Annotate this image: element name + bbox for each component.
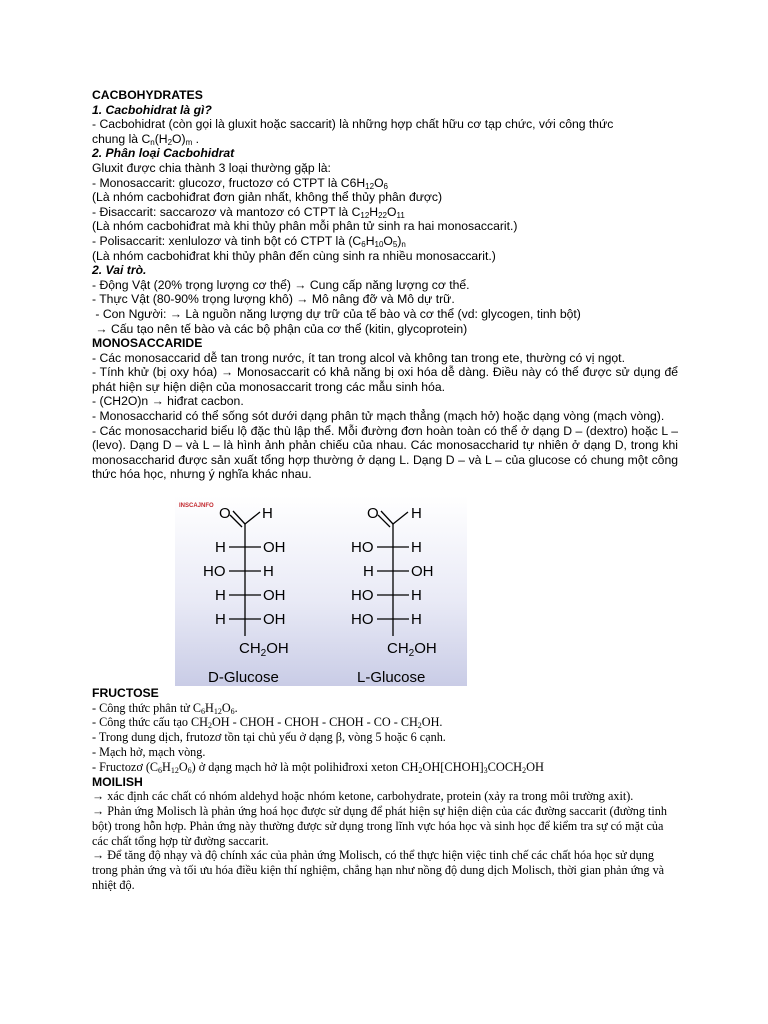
role-item: - Thực Vật (80-90% trọng lượng khô) → Mô nâng đỡ và Mô dự trữ.: [92, 292, 455, 307]
monosaccarit-note: (Là nhóm cacbohiđrat đơn giản nhất, không thể thủy phân được): [92, 190, 443, 205]
fructose-section: [92, 701, 678, 775]
general-formula-line: chung là $C_n(H_2O)_m$ .: [92, 131, 200, 147]
d-glucose-structure: [203, 505, 289, 686]
d-row1-left: H: [215, 539, 226, 557]
l-row1-right: H: [411, 539, 422, 557]
fructose-line: - Mạch hở, mạch vòng.: [92, 745, 206, 760]
fructose-line: - Fructozơ $(C_6H_{12}O_6)$ ở dạng mạch hở là một polihiđroxi xeton $CH_2OH[CHOH]_3COCH_2OH$: [92, 759, 545, 775]
d-row2-right: H: [263, 563, 274, 581]
classification-intro: Gluxit được chia thành 3 loại thường gặp là:: [92, 160, 331, 175]
moilish-paragraph: → Phản ứng Molisch là phản ứng hoá học được sử dụng để phát hiện sự hiện diện của các đường saccarit (đường tinh bột) trong hỗn hợp. Phản ứng này thường được sử dụng trong lĩnh vực hóa học và sinh học để kiểm tra sự có mặt của các chất tổng hợp từ đường saccarit.: [92, 804, 667, 848]
role-item: - Động Vật (20% trọng lượng cơ thể) → Cung cấp năng lượng cơ thể.: [92, 277, 470, 292]
monosaccharide-heading: MONOSACCARIDE: [92, 336, 203, 351]
d-carbonyl-o: O: [219, 505, 231, 523]
l-row3-left: HO: [351, 587, 374, 605]
fructose-line: - Công thức cấu tạo $CH_2OH$ - CHOH - CHOH - CHOH - CO - $CH_2OH$.: [92, 715, 443, 731]
section-heading-classification: 2. Phân loại Cacbohidrat: [92, 146, 235, 161]
role-item: - Con Người: → Là nguồn năng lượng dự trữ của tế bào và cơ thể (vd: glycogen, tinh bột): [92, 306, 581, 321]
l-aldehyde-h: H: [411, 505, 422, 523]
moilish-paragraph: → xác định các chất có nhóm aldehyd hoặc nhóm ketone, carbohydrate, protein (xảy ra trong môi trường axit).: [92, 789, 634, 804]
l-row2-right: OH: [411, 563, 434, 581]
l-row1-left: HO: [351, 539, 374, 557]
l-row4-left: HO: [351, 611, 374, 629]
d-ch2oh: $CH_2OH$: [239, 640, 289, 660]
l-row3-right: H: [411, 587, 422, 605]
fructose-line: - Trong dung dịch, frutozơ tồn tại chủ yếu ở dạng β, vòng 5 hoặc 6 cạnh.: [92, 730, 446, 745]
d-row4-left: H: [215, 611, 226, 629]
d-row1-right: OH: [263, 539, 286, 557]
l-row4-right: H: [411, 611, 422, 629]
disaccarit-line: - Đisaccarit: saccarozơ và mantozơ có CTPT là $C_{12}H_{22}O_{11}$: [92, 204, 405, 220]
l-ch2oh: $CH_2OH$: [387, 640, 437, 660]
d-glucose-label: D-Glucose: [208, 669, 279, 687]
disaccarit-note: (Là nhóm cacbohiđrat mà khi thủy phân mỗi phân tử sinh ra hai monosaccarit.): [92, 219, 518, 234]
l-glucose-structure: [351, 505, 437, 686]
monosaccharide-paragraph: - Monosaccharid có thể sống sót dưới dạng phân tử mạch thẳng (mạch hở) hoặc dạng vòng (mạch vòng).: [92, 409, 665, 424]
document-title: CACBOHYDRATES: [92, 88, 203, 102]
d-row3-right: OH: [263, 587, 286, 605]
d-aldehyde-h: H: [262, 505, 273, 523]
role-item: → Cấu tạo nên tế bào và các bộ phận của cơ thể (kitin, glycoprotein): [92, 321, 468, 336]
section-heading-what-is: 1. Cacbohidrat là gì?: [92, 102, 212, 117]
moilish-paragraph: → Để tăng độ nhạy và độ chính xác của phản ứng Molisch, có thể thực hiện việc tinh chế các chất hóa học sử dụng trong phản ứng và tối ưu hóa điều kiện thí nghiệm, chẳng hạn như nồng độ dung dịch Molisch, thời gian phản ứng và nhiệt độ.: [92, 848, 665, 892]
polisaccarit-note: (Là nhóm cacbohiđrat khi thủy phân đến cùng sinh ra nhiều monosaccarit.): [92, 248, 496, 263]
moilish-heading: MOILISH: [92, 774, 143, 789]
definition-line: - Cacbohidrat (còn gọi là gluxit hoặc saccarit) là những hợp chất hữu cơ tạp chức, với công thức: [92, 117, 614, 132]
watermark-logo: INSCAJNFO: [179, 503, 214, 510]
d-row2-left: HO: [203, 563, 226, 581]
fructose-heading: FRUCTOSE: [92, 686, 159, 701]
d-row4-right: OH: [263, 611, 286, 629]
l-carbonyl-o: O: [367, 505, 379, 523]
section-heading-role: 2. Vai trò.: [92, 263, 147, 278]
monosaccharide-paragraph: - Tính khử (bị oxy hóa) → Monosaccarit có khả năng bị oxi hóa dễ dàng. Điều này có thể được sử dụng để phát hiện sự hiện diện của monosaccarit trong các mẫu sinh hóa.: [92, 365, 678, 394]
monosaccharide-paragraph: - (CH2O)n → hiđrat cacbon.: [92, 394, 244, 409]
glucose-fischer-projection-figure: [175, 496, 467, 686]
l-row2-left: H: [363, 563, 374, 581]
l-glucose-label: L-Glucose: [357, 669, 426, 687]
moilish-section: [92, 789, 678, 893]
monosaccharide-paragraph: - Các monosaccharid biểu lộ đặc thù lập thể. Mỗi đường đơn hoàn toàn có thể ở dạng D – (dextro) hoặc L – (levo). Dạng D – và L – là hình ảnh phản chiếu của nhau. Các monosaccharid tự nhiên ở dạng D, trong khi monosaccharid được sản xuất tổng hợp thường ở dạng L. Dạng D – và L – của glucose có chung một công thức hóa học, nhưng ý nghĩa khác nhau.: [92, 423, 678, 482]
document-page: [92, 88, 678, 893]
glucose-structures-diagram: [175, 496, 467, 686]
d-row3-left: H: [215, 587, 226, 605]
polisaccarit-line: - Polisaccarit: xenlulozơ và tinh bột có CTPT là $(C_6H_{10}O_5)_n$: [92, 233, 406, 249]
fructose-line: - Công thức phân tử $C_6H_{12}O_6$.: [92, 700, 238, 716]
monosaccharide-paragraph: - Các monosaccarid dễ tan trong nước, ít tan trong alcol và không tan trong ete, thường có vị ngọt.: [92, 350, 625, 365]
monosaccarit-line: - Monosaccarit: glucozơ, fructozơ có CTPT là $C6H_{12}O_6$: [92, 175, 388, 191]
